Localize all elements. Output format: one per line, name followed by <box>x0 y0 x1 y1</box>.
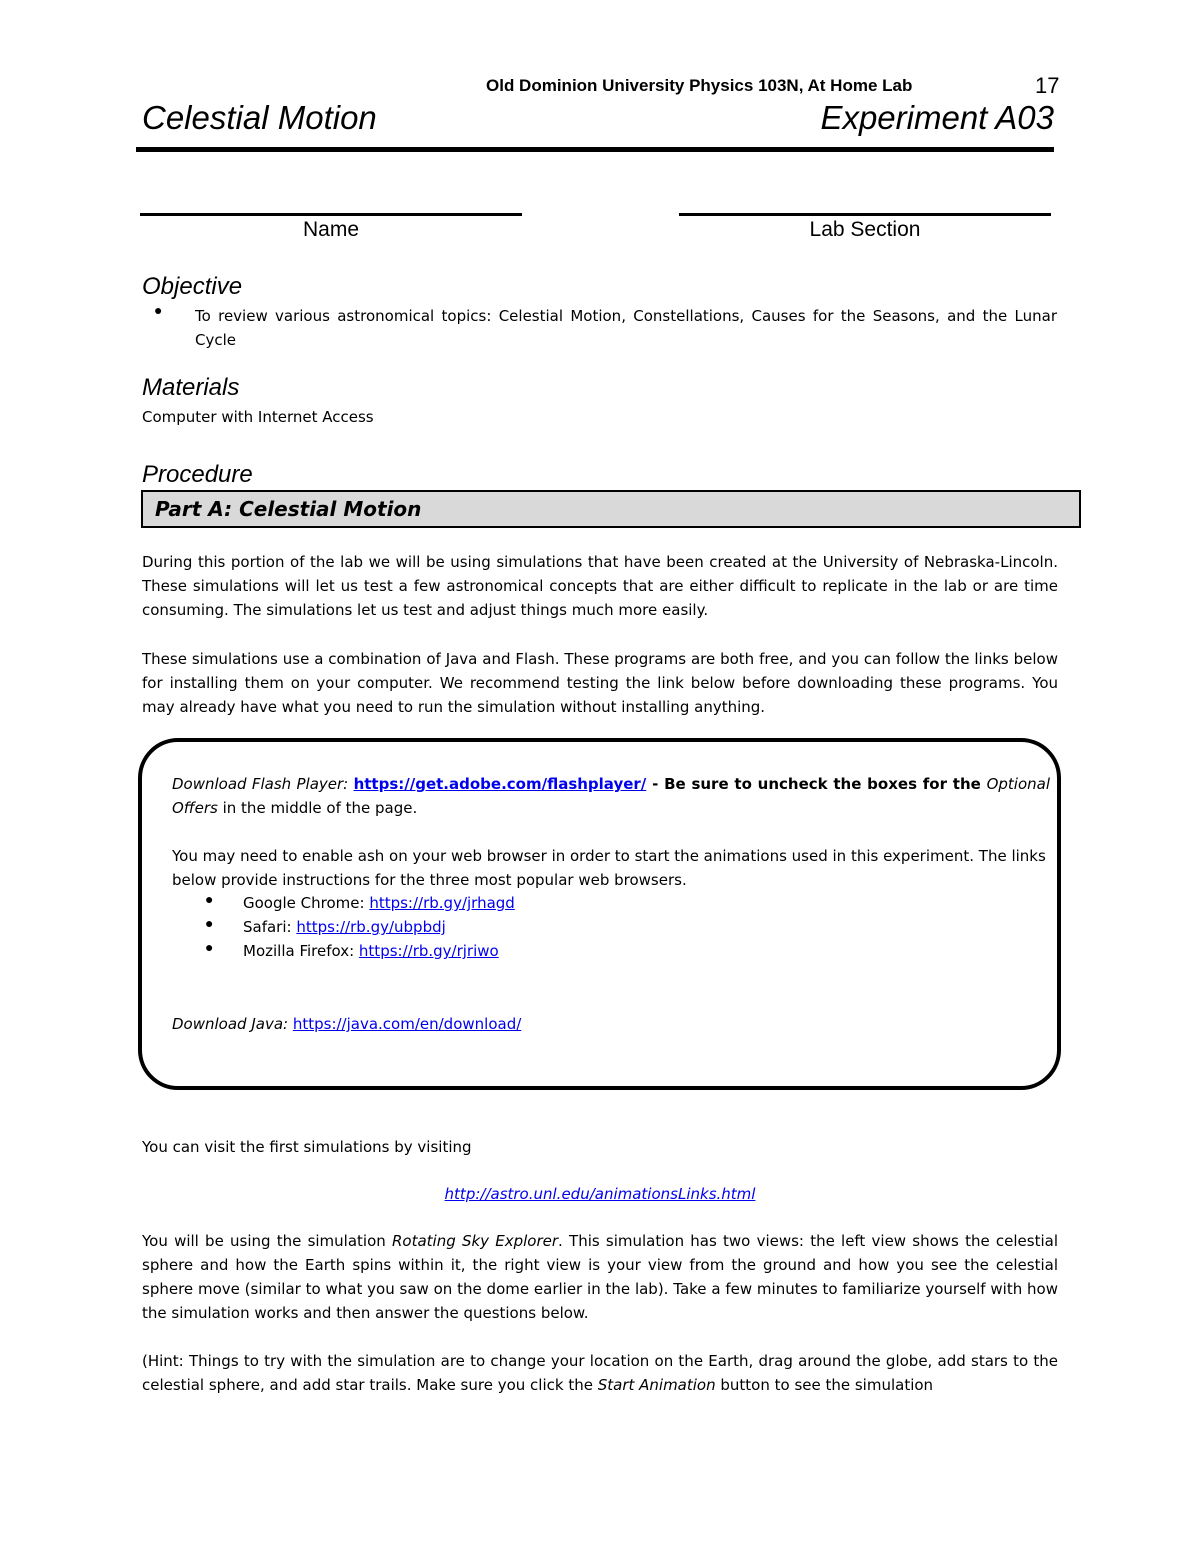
header-rule <box>136 147 1054 152</box>
name-label: Name <box>302 218 360 241</box>
java-label: Download Java: <box>172 1015 293 1033</box>
section-signature-line <box>679 213 1051 216</box>
lab-section-label: Lab Section <box>809 218 921 241</box>
browser-item-chrome <box>243 891 515 915</box>
flash-note-end: in the middle of the page. <box>217 799 418 817</box>
objective-text: To review various astronomical topics: Celestial Motion, Constellations, Causes for the Seasons, and the Lunar Cycle <box>195 307 1057 349</box>
flash-note: - Be sure to uncheck the boxes for the <box>646 775 987 793</box>
firefox-link[interactable]: https://rb.gy/rjriwo <box>358 942 499 960</box>
bullet-icon: ● <box>205 893 214 908</box>
safari-link[interactable]: https://rb.gy/ubpbdj <box>296 918 446 936</box>
part-a-label: Part A: Celestial Motion <box>155 497 422 521</box>
java-download-line <box>172 1012 521 1036</box>
browser-label: Mozilla Firefox: <box>243 942 359 960</box>
flash-download-line <box>172 772 1050 820</box>
bullet-icon: ● <box>205 917 214 932</box>
visit-simulations-text: You can visit the first simulations by visiting <box>142 1138 472 1156</box>
objective-heading: Objective <box>142 273 243 300</box>
simulation-paragraph <box>142 1229 1058 1325</box>
browser-label: Google Chrome: <box>243 894 370 912</box>
flash-download-link[interactable]: https://get.adobe.com/flashplayer/ <box>353 775 647 793</box>
animations-link[interactable]: http://astro.unl.edu/animationsLinks.html <box>444 1185 756 1203</box>
hint-text-a: (Hint: Things to try with the simulation are to change your location on the Earth, drag around the globe, add stars to the celestial sphere, and add star trails. Make sure you click the <box>142 1352 1058 1394</box>
chrome-link[interactable]: https://rb.gy/jrhagd <box>369 894 515 912</box>
materials-heading: Materials <box>142 374 240 401</box>
hint-text-b: button to see the simulation <box>715 1376 934 1394</box>
procedure-paragraph-2: These simulations use a combination of Java and Flash. These programs are both free, and you can follow the links below for installing them on your computer. We recommend testing the link below before downloading these programs. You may already have what you need to run the simulation without installing anything. <box>142 650 1058 716</box>
start-animation-text: Start Animation <box>597 1376 716 1394</box>
header-course: Old Dominion University Physics 103N, At Home Lab <box>486 76 913 95</box>
simulation-text-a: You will be using the simulation <box>142 1232 392 1250</box>
procedure-paragraph-1: During this portion of the lab we will be using simulations that have been created at the University of Nebraska-Lincoln. These simulations will let us test a few astronomical concepts that are either difficult to replicate in the lab or are time consuming. The simulations let us test and adjust things much more easily. <box>142 553 1058 619</box>
simulation-text-b: . This simulation has two views: the left view shows the celestial sphere and how the Earth spins within it, the right view is your view from the ground and how you see the celestial sphere move (similar to what you saw on the dome earlier in the lab). Take a few minutes to familiarize yourself with how the simulation works and then answer the questions below. <box>142 1232 1059 1322</box>
optional-offers-text: Optional Offers <box>172 775 1050 817</box>
browser-item-firefox <box>243 939 499 963</box>
document-title: Celestial Motion <box>142 99 377 136</box>
part-a-banner <box>141 490 1081 528</box>
enable-flash-text: You may need to enable ash on your web browser in order to start the animations used in this experiment. The links below provide instructions for the three most popular web browsers. <box>172 847 1046 889</box>
browser-label: Safari: <box>243 918 297 936</box>
animations-link-row <box>0 1182 1200 1206</box>
bullet-icon: ● <box>205 941 214 956</box>
page-number: 17 <box>1035 73 1060 98</box>
experiment-title: Experiment A03 <box>820 99 1054 136</box>
name-signature-line <box>140 213 522 216</box>
bullet-icon: ● <box>154 304 163 319</box>
java-download-link[interactable]: https://java.com/en/download/ <box>292 1015 522 1033</box>
flash-label: Download Flash Player: <box>172 775 349 793</box>
materials-text: Computer with Internet Access <box>142 408 374 426</box>
simulation-name: Rotating Sky Explorer <box>392 1232 559 1250</box>
hint-paragraph <box>142 1349 1058 1397</box>
procedure-heading: Procedure <box>142 461 253 488</box>
browser-item-safari <box>243 915 446 939</box>
